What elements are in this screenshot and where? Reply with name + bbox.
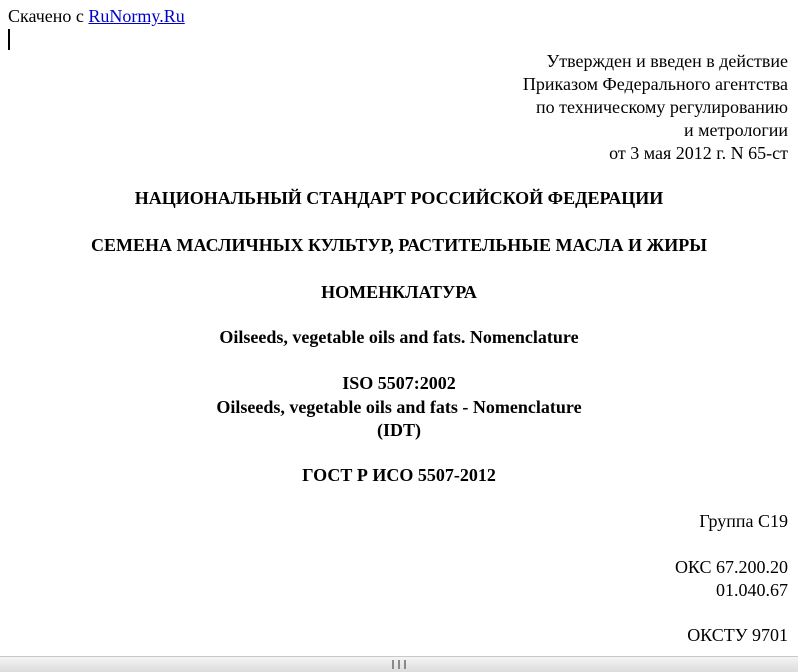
subject-heading: СЕМЕНА МАСЛИЧНЫХ КУЛЬТУР, РАСТИТЕЛЬНЫЕ МАСЛА И ЖИРЫ — [91, 235, 707, 255]
iso-title: Oilseeds, vegetable oils and fats - Nomenclature — [216, 397, 582, 417]
horizontal-scrollbar[interactable] — [0, 656, 798, 672]
iso-code: ISO 5507:2002 — [342, 373, 456, 393]
approval-line-2: Приказом Федерального агентства — [522, 74, 788, 94]
okstu-code: ОКСТУ 9701 — [687, 625, 788, 645]
group-code: Группа С19 — [699, 511, 788, 531]
text-cursor — [8, 29, 10, 50]
english-title: Oilseeds, vegetable oils and fats. Nomenclature — [219, 327, 579, 347]
national-standard-heading: НАЦИОНАЛЬНЫЙ СТАНДАРТ РОССИЙСКОЙ ФЕДЕРАЦИИ — [134, 188, 664, 208]
runormy-link[interactable]: RuNormy.Ru — [88, 6, 185, 26]
approval-line-5: от 3 мая 2012 г. N 65-ст — [609, 143, 788, 163]
downloaded-from-line — [8, 5, 185, 27]
oks-code-2: 01.040.67 — [716, 580, 788, 600]
scrollbar-grip-icon[interactable] — [392, 660, 406, 669]
gost-code: ГОСТ Р ИСО 5507-2012 — [302, 465, 496, 485]
idt-label: (IDT) — [377, 420, 421, 440]
downloaded-prefix: Скачено с — [8, 6, 84, 26]
nomenclature-heading: НОМЕНКЛАТУРА — [321, 282, 477, 302]
approval-line-1: Утвержден и введен в действие — [546, 51, 788, 71]
oks-code-1: ОКС 67.200.20 — [674, 557, 788, 577]
approval-line-4: и метрологии — [684, 120, 788, 140]
approval-line-3: по техническому регулированию — [535, 97, 788, 117]
